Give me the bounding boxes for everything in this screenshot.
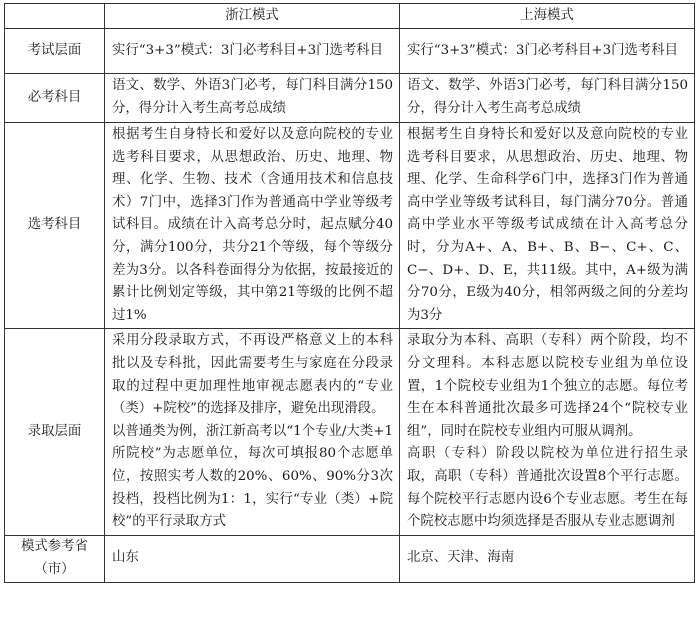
cell-zhejiang-admission-level xyxy=(105,329,400,535)
header-row xyxy=(5,4,695,29)
shanghai-admission-paragraph: 录取分为本科、高职（专科）两个阶段，均不分文理科。本科志愿以院校专业组为单位设置，1个院校专业组为1个独立的志愿。每位考生在本科普通批次最多可选择24个“院校专业组”，同时在院校专业组内可服从调剂。 xyxy=(407,333,688,439)
cell-shanghai-exam-level: 实行“3+3”模式：3门必考科目+3门选考科目 xyxy=(400,29,695,74)
cell-shanghai-admission-level xyxy=(400,329,695,535)
zhejiang-admission-paragraph: 采用分段录取方式，不再设严格意义上的本科批以及专科批，因此需要考生与家庭在分段录取的过程中更加理性地审视志愿表内的“专业（类）+院校”的选择及排序，避免出现滑段。 xyxy=(112,333,393,417)
row-label-required-subjects: 必考科目 xyxy=(5,74,105,123)
row-label-exam-level: 考试层面 xyxy=(5,29,105,74)
cell-zhejiang-elective-subjects: 根据考生自身特长和爱好以及意向院校的专业选考科目要求，从思想政治、历史、地理、物理、化学、生物、技术（含通用技术和信息技术）7门中，选择3门作为普通高中学业等级考试科目。成绩在计入高考总分时，起点赋分40分，满分100分，共分21个等级，每个等级分差为3分。以各科卷面得分为依据，按最接近的累计比例划定等级，其中第21等级的比例不超过1% xyxy=(105,123,400,329)
header-shanghai: 上海模式 xyxy=(400,4,695,29)
zhejiang-admission-paragraph: 以普通类为例，浙江新高考以“1个专业/大类+1所院校”为志愿单位，每次可填报80个志愿单位，按照实考人数的20%、60%、90%分3次投档，投档比例为1：1，实行“专业（类）+院校”的平行录取方式 xyxy=(112,423,393,530)
cell-zhejiang-exam-level: 实行“3+3”模式：3门必考科目+3门选考科目 xyxy=(105,29,400,74)
comparison-table xyxy=(4,3,695,583)
row-label-reference-provinces: 模式参考省（市） xyxy=(5,535,105,582)
cell-zhejiang-required-subjects: 语文、数学、外语3门必考，每门科目满分150分，得分计入考生高考总成绩 xyxy=(105,74,400,123)
header-blank-cell xyxy=(5,4,105,29)
table-row xyxy=(5,29,695,74)
table-row xyxy=(5,74,695,123)
table-row xyxy=(5,535,695,582)
cell-zhejiang-reference-provinces: 山东 xyxy=(105,535,400,582)
table-row xyxy=(5,123,695,329)
header-zhejiang: 浙江模式 xyxy=(105,4,400,29)
row-label-admission-level: 录取层面 xyxy=(5,329,105,535)
shanghai-admission-paragraph: 高职（专科）阶段以院校为单位进行招生录取，高职（专科）普通批次设置8个平行志愿。每个院校平行志愿内设6个专业志愿。考生在每个院校志愿中均须选择是否服从专业志愿调剂 xyxy=(407,446,688,530)
cell-shanghai-elective-subjects: 根据考生自身特长和爱好以及意向院校的专业选考科目要求，从思想政治、历史、地理、物理、化学、生命科学6门中，选择3门作为普通高中学业等级考试科目，每门满分70分。普通高中学业水平等级考试成绩在计入高考总分时，分为A+、A、B+、B、B−、C+、C、C−、D+、D、E，共11级。其中，A+级为满分70分，E级为40分，相邻两级之间的分差均为3分 xyxy=(400,123,695,329)
cell-shanghai-reference-provinces: 北京、天津、海南 xyxy=(400,535,695,582)
cell-shanghai-required-subjects: 语文、数学、外语3门必考，每门科目满分150分，得分计入考生高考总成绩 xyxy=(400,74,695,123)
table-row xyxy=(5,329,695,535)
row-label-elective-subjects: 选考科目 xyxy=(5,123,105,329)
